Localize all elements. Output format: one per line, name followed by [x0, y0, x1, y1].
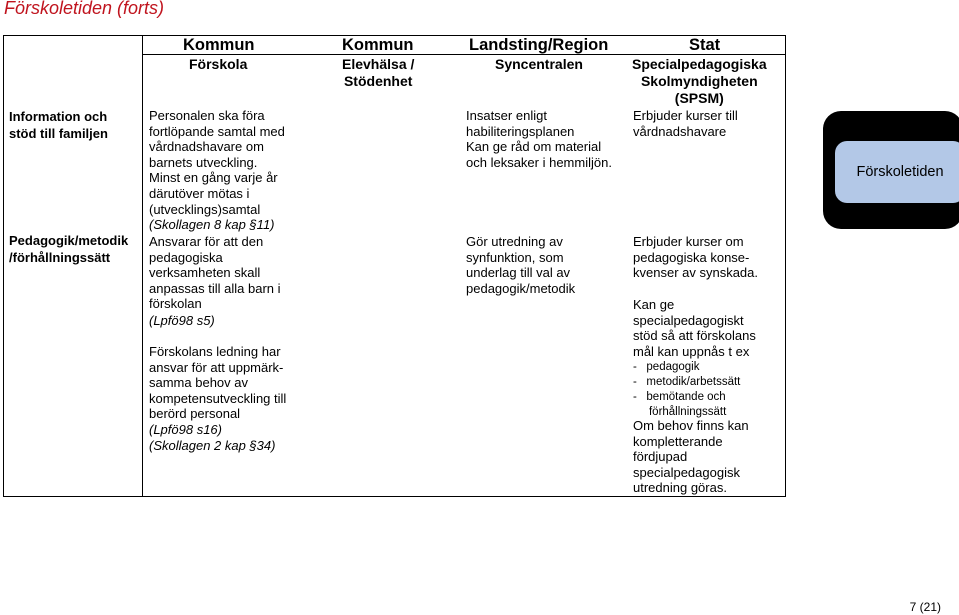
page-number: 7 (21)	[909, 600, 941, 614]
section-tab-forskoletiden[interactable]: Förskoletiden	[835, 141, 959, 203]
header-elevhalsa: Elevhälsa / Stödenhet	[342, 56, 415, 89]
spsm-pedagogik-outro: Om behov finns kan kompletterande fördjupad specialpedagogisk utredning göras.	[633, 418, 749, 496]
row-label-information: Information och stöd till familjen	[9, 109, 108, 141]
header-landsting: Landsting/Region	[469, 36, 609, 54]
table-border-bottom	[3, 496, 786, 497]
table-border-right	[785, 35, 786, 497]
header-syncentralen: Syncentralen	[495, 56, 583, 72]
forskola-pedagogik-reference: (Lpfö98 s5)	[149, 313, 215, 328]
spsm-bullet-1: - pedagogik	[633, 361, 700, 373]
header-stat: Stat	[689, 36, 721, 54]
forskola-pedagogik-text: Ansvarar för att den pedagogiska verksamheten skall anpassas till alla barn i förskolan	[149, 234, 281, 312]
spsm-pedagogik-intro: Erbjuder kurser om pedagogiska konse- kvenser av synskada.	[633, 234, 759, 281]
forskola-info-text: Personalen ska föra fortlöpande samtal med vårdnadshavare om barnets utveckling. Minst en gång varje år därutöver mötas i (utvecklings)samtal	[149, 108, 285, 217]
header-kommun-1: Kommun	[183, 36, 255, 54]
table-border-left	[3, 35, 4, 497]
page-title: Förskoletiden (forts)	[4, 0, 165, 18]
header-forskola: Förskola	[189, 56, 248, 72]
syncentralen-info-text: Insatser enligt habiliteringsplanen Kan ge råd om material och leksaker i hemmiljön.	[466, 108, 612, 170]
header-spsm: Specialpedagogiska Skolmyndigheten (SPSM)	[632, 56, 767, 106]
spsm-bullet-3: - bemötande och förhållningssätt	[633, 391, 727, 418]
syncentralen-pedagogik-text: Gör utredning av synfunktion, som underlag till val av pedagogik/metodik	[466, 234, 576, 296]
table-divider-col1	[142, 35, 143, 497]
row-label-pedagogik: Pedagogik/metodik /förhållningssätt	[9, 233, 129, 265]
header-kommun-2: Kommun	[342, 36, 414, 54]
forskola-ledning-text: Förskolans ledning har ansvar för att uppmärk- samma behov av kompetensutveckling till berörd personal	[149, 344, 287, 422]
services-table	[3, 35, 786, 497]
spsm-bullet-2: - metodik/arbetssätt	[633, 376, 741, 388]
spsm-pedagogik-p2: Kan ge specialpedagogiskt stöd så att förskolans mål kan uppnås t ex	[633, 297, 756, 359]
forskola-ledning-reference: (Lpfö98 s16) (Skollagen 2 kap §34)	[149, 422, 276, 453]
forskola-info-reference: (Skollagen 8 kap §11)	[149, 217, 275, 232]
spsm-info-text: Erbjuder kurser till vårdnadshavare	[633, 108, 738, 139]
